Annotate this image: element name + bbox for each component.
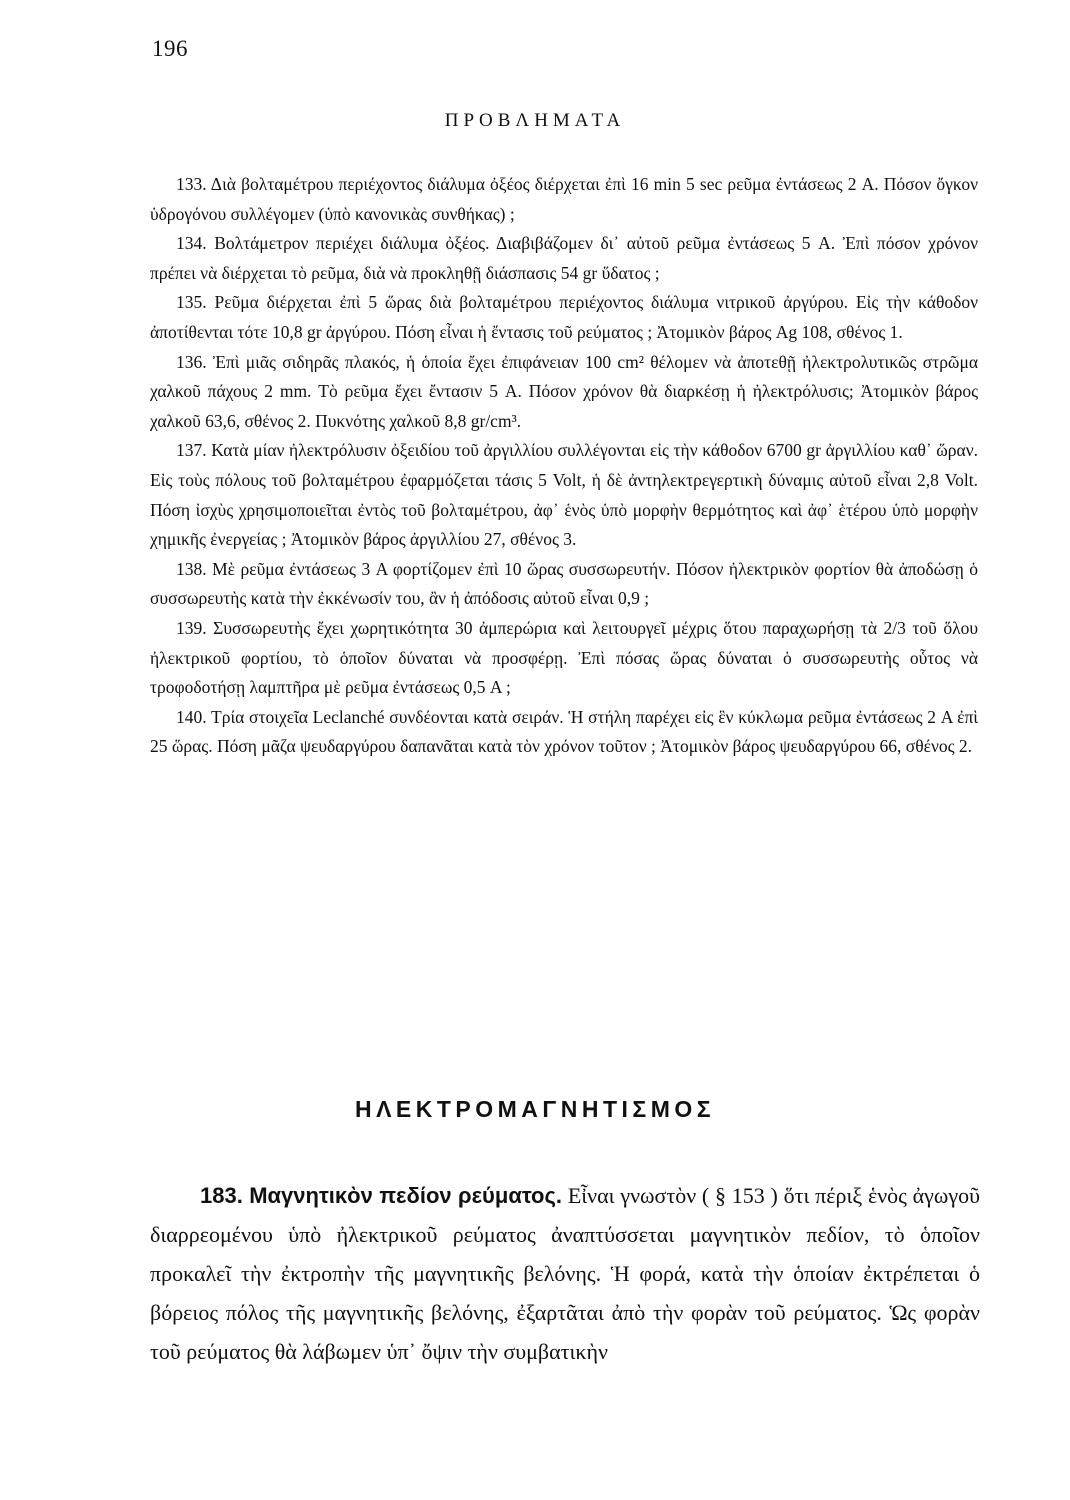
problem-134: 134. Βολτάμετρον περιέχει διάλυμα ὀξέος. Διαβιβάζομεν δι᾿ αὐτοῦ ρεῦμα ἐντάσεως 5 A. Ἐπὶ πόσον χρόνον πρέπει νὰ διέρχεται τὸ ρεῦμα, διὰ νὰ προκληθῇ διάσπασις 54 gr ὕδατος ; (150, 233, 978, 283)
page-number: 196 (152, 36, 188, 61)
problem-140: 140. Τρία στοιχεῖα Leclanché συνδέονται κατὰ σειράν. Ἡ στήλη παρέχει εἰς ἓν κύκλωμα ρεῦμα ἐντάσεως 2 A ἐπὶ 25 ὥρας. Πόση μᾶζα ψευδαργύρου δαπανᾶται κατὰ τὸν χρόνον τοῦτον ; Ἀτομικὸν βάρος ψευδαργύρου 66, σθένος 2. (150, 706, 978, 757)
section-183-body: Εἶναι γνωστὸν ( § 153 ) ὅτι πέριξ ἑνὸς ἀγωγοῦ διαρρεομένου ὑπὸ ἠλεκτρικοῦ ρεύματος ἀναπτύσσεται μαγνητικὸν πεδίον, τὸ ὁποῖον προκαλεῖ τὴν ἐκτροπὴν τῆς μαγνητικῆς βελόνης. Ἡ φορά, κατὰ τὴν ὁποίαν ἐκτρέπεται ὁ βόρειος πόλος τῆς μαγνητικῆς βελόνης, ἐξαρτᾶται ἀπὸ τὴν φορὰν τοῦ ρεύματος. Ὡς φορὰν τοῦ ρεύματος θὰ λάβωμεν ὑπ᾿ ὄψιν τὴν συμβατικὴν (150, 1183, 981, 1364)
problem-133: 133. Διὰ βολταμέτρου περιέχοντος διάλυμα ὀξέος διέρχεται ἐπὶ 16 min 5 sec ρεῦμα ἐντάσεως 2 A. Πόσον ὄγκον ὑδρογόνου συλλέγομεν (ὑπὸ κανονικὰς συνθήκας) ; (150, 174, 978, 224)
section-183-paragraph (150, 1176, 980, 1371)
problem-139: 139. Συσσωρευτὴς ἔχει χωρητικότητα 30 ἀμπερώρια καὶ λειτουργεῖ μέχρις ὅτου παραχωρήσῃ τὰ 2/3 τοῦ ὅλου ἠλεκτρικοῦ φορτίου, τὸ ὁποῖον δύναται νὰ προσφέρῃ. Ἐπὶ πόσας ὥρας δύναται ὁ συσσωρευτὴς οὗτος νὰ τροφοδοτήσῃ λαμπτῆρα μὲ ρεῦμα ἐντάσεως 0,5 A ; (150, 617, 978, 698)
section-183-heading: 183. Μαγνητικὸν πεδίον ρεύματος. (200, 1183, 563, 1208)
problem-138: 138. Μὲ ρεῦμα ἐντάσεως 3 A φορτίζομεν ἐπὶ 10 ὥρας συσσωρευτήν. Πόσον ἠλεκτρικὸν φορτίον θὰ ἀποδώσῃ ὁ συσσωρευτὴς κατὰ τὴν ἐκκένωσίν του, ἂν ἡ ἀπόδοσις αὐτοῦ εἶναι 0,9 ; (150, 558, 978, 609)
section-heading: ΠΡΟΒΛΗΜΑΤΑ (444, 110, 626, 131)
chapter-title: ΗΛΕΚΤΡΟΜΑΓΝΗΤΙΣΜΟΣ (354, 1096, 716, 1122)
problem-136: 136. Ἐπὶ μιᾶς σιδηρᾶς πλακός, ἡ ὁποία ἔχει ἐπιφάνειαν 100 cm² θέλομεν νὰ ἀποτεθῇ ἠλεκτρολυτικῶς στρῶμα χαλκοῦ πάχους 2 mm. Τὸ ρεῦμα ἔχει ἔντασιν 5 A. Πόσον χρόνον θὰ διαρκέσῃ ἡ ἠλεκτρόλυσις; Ἀτομικὸν βάρος χαλκοῦ 63,6, σθένος 2. Πυκνότης χαλκοῦ 8,8 gr/cm³. (150, 351, 978, 431)
problem-137: 137. Κατὰ μίαν ἠλεκτρόλυσιν ὀξειδίου τοῦ ἀργιλλίου συλλέγονται εἰς τὴν κάθοδον 6700 gr ἀργιλλίου καθ᾿ ὥραν. Εἰς τοὺς πόλους τοῦ βολταμέτρου ἐφαρμόζεται τάσις 5 Volt, ἡ δὲ ἀντηλεκτρεγερτικὴ δύναμις αὐτοῦ εἶναι 2,8 Volt. Πόση ἰσχὺς χρησιμοποιεῖται ἐντὸς τοῦ βολταμέτρου, ἀφ᾿ ἑνὸς ὑπὸ μορφὴν θερμότητος καὶ ἀφ᾿ ἑτέρου ὑπὸ μορφὴν χημικῆς ἐνεργείας ; Ἀτομικὸν βάρος ἀργιλλίου 27, σθένος 3. (150, 440, 978, 550)
problem-135: 135. Ρεῦμα διέρχεται ἐπὶ 5 ὥρας διὰ βολταμέτρου περιέχοντος διάλυμα νιτρικοῦ ἀργύρου. Εἰς τὴν κάθοδον ἀποτίθενται τότε 10,8 gr ἀργύρου. Πόση εἶναι ἡ ἔντασις τοῦ ρεύματος ; Ἀτομικὸν βάρος Ag 108, σθένος 1. (150, 292, 978, 342)
problems-list (150, 170, 978, 762)
